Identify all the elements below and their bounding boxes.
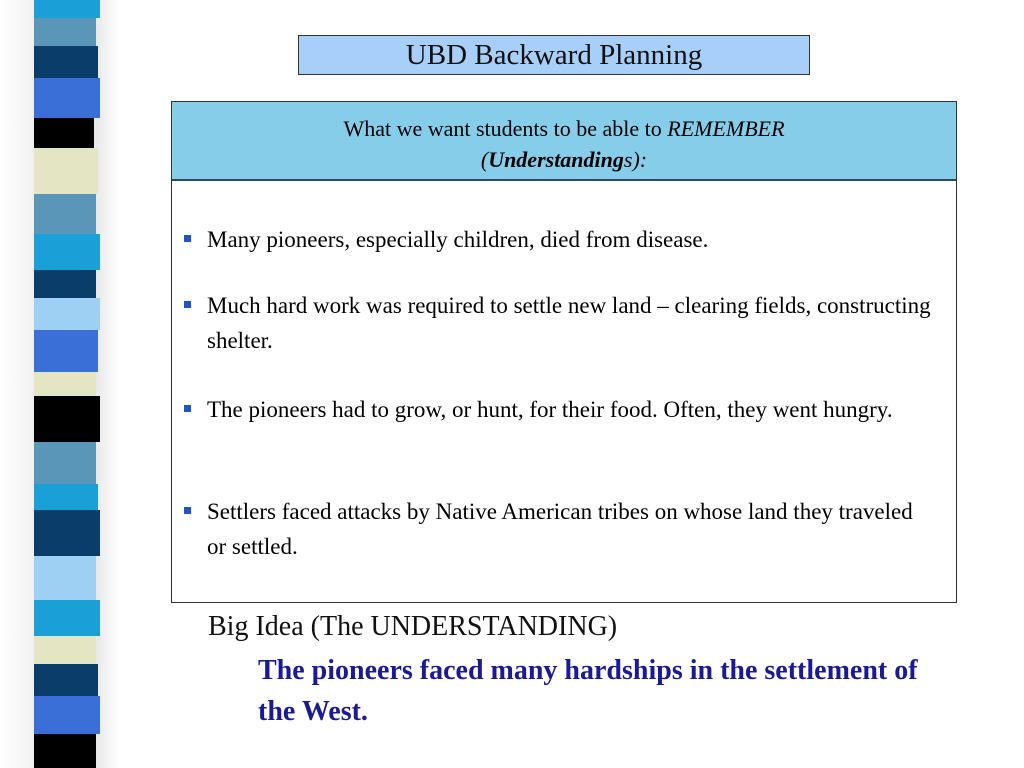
stripe-block	[34, 270, 96, 298]
big-idea-label: Big Idea (The UNDERSTANDING)	[208, 611, 618, 642]
big-idea-statement: The pioneers faced many hardships in the settlement of the West.	[258, 655, 918, 727]
stripe-block	[34, 234, 100, 270]
stripe-block	[34, 194, 96, 234]
stripe-block	[34, 556, 96, 600]
stripe-block	[34, 664, 98, 696]
stripe-block	[34, 46, 98, 78]
list-item-text: The pioneers had to grow, or hunt, for their food. Often, they went hungry.	[207, 397, 893, 422]
stripe-block	[34, 298, 100, 330]
list-item-text: Much hard work was required to settle new land – clearing fields, constructing shelter.	[207, 293, 931, 353]
list-item-text: Many pioneers, especially children, died from disease.	[207, 227, 709, 252]
stripe-block	[34, 148, 98, 194]
header-emphasis: REMEMBER	[667, 116, 785, 141]
square-bullet-icon	[184, 301, 191, 308]
square-bullet-icon	[184, 235, 191, 242]
stripe-block	[34, 734, 96, 768]
stripe-block	[34, 636, 96, 664]
stripe-block	[34, 696, 100, 734]
stripe-block	[34, 600, 100, 636]
slide-title: UBD Backward Planning	[298, 35, 810, 75]
understandings-panel	[171, 101, 957, 603]
stripe-block	[34, 118, 94, 148]
stripe-column	[34, 0, 100, 768]
stripe-block	[34, 372, 96, 396]
panel-header	[172, 102, 956, 181]
stripe-block	[34, 396, 100, 442]
stripe-block	[34, 78, 100, 118]
stripe-block	[34, 484, 98, 510]
stripe-block	[34, 442, 96, 484]
header-understanding: Understanding	[488, 147, 624, 172]
stripe-block	[34, 18, 96, 46]
square-bullet-icon	[184, 405, 191, 412]
decorative-stripe	[0, 0, 118, 768]
stripe-block	[34, 510, 100, 556]
stripe-block	[34, 330, 98, 372]
header-open-paren: (	[480, 147, 489, 172]
header-prefix: What we want students to be able to	[343, 116, 668, 141]
stripe-block	[34, 0, 100, 18]
list-item-text: Settlers faced attacks by Native American tribes on whose land they traveled or settled.	[207, 499, 913, 559]
square-bullet-icon	[184, 507, 191, 514]
header-close: s):	[623, 147, 648, 172]
